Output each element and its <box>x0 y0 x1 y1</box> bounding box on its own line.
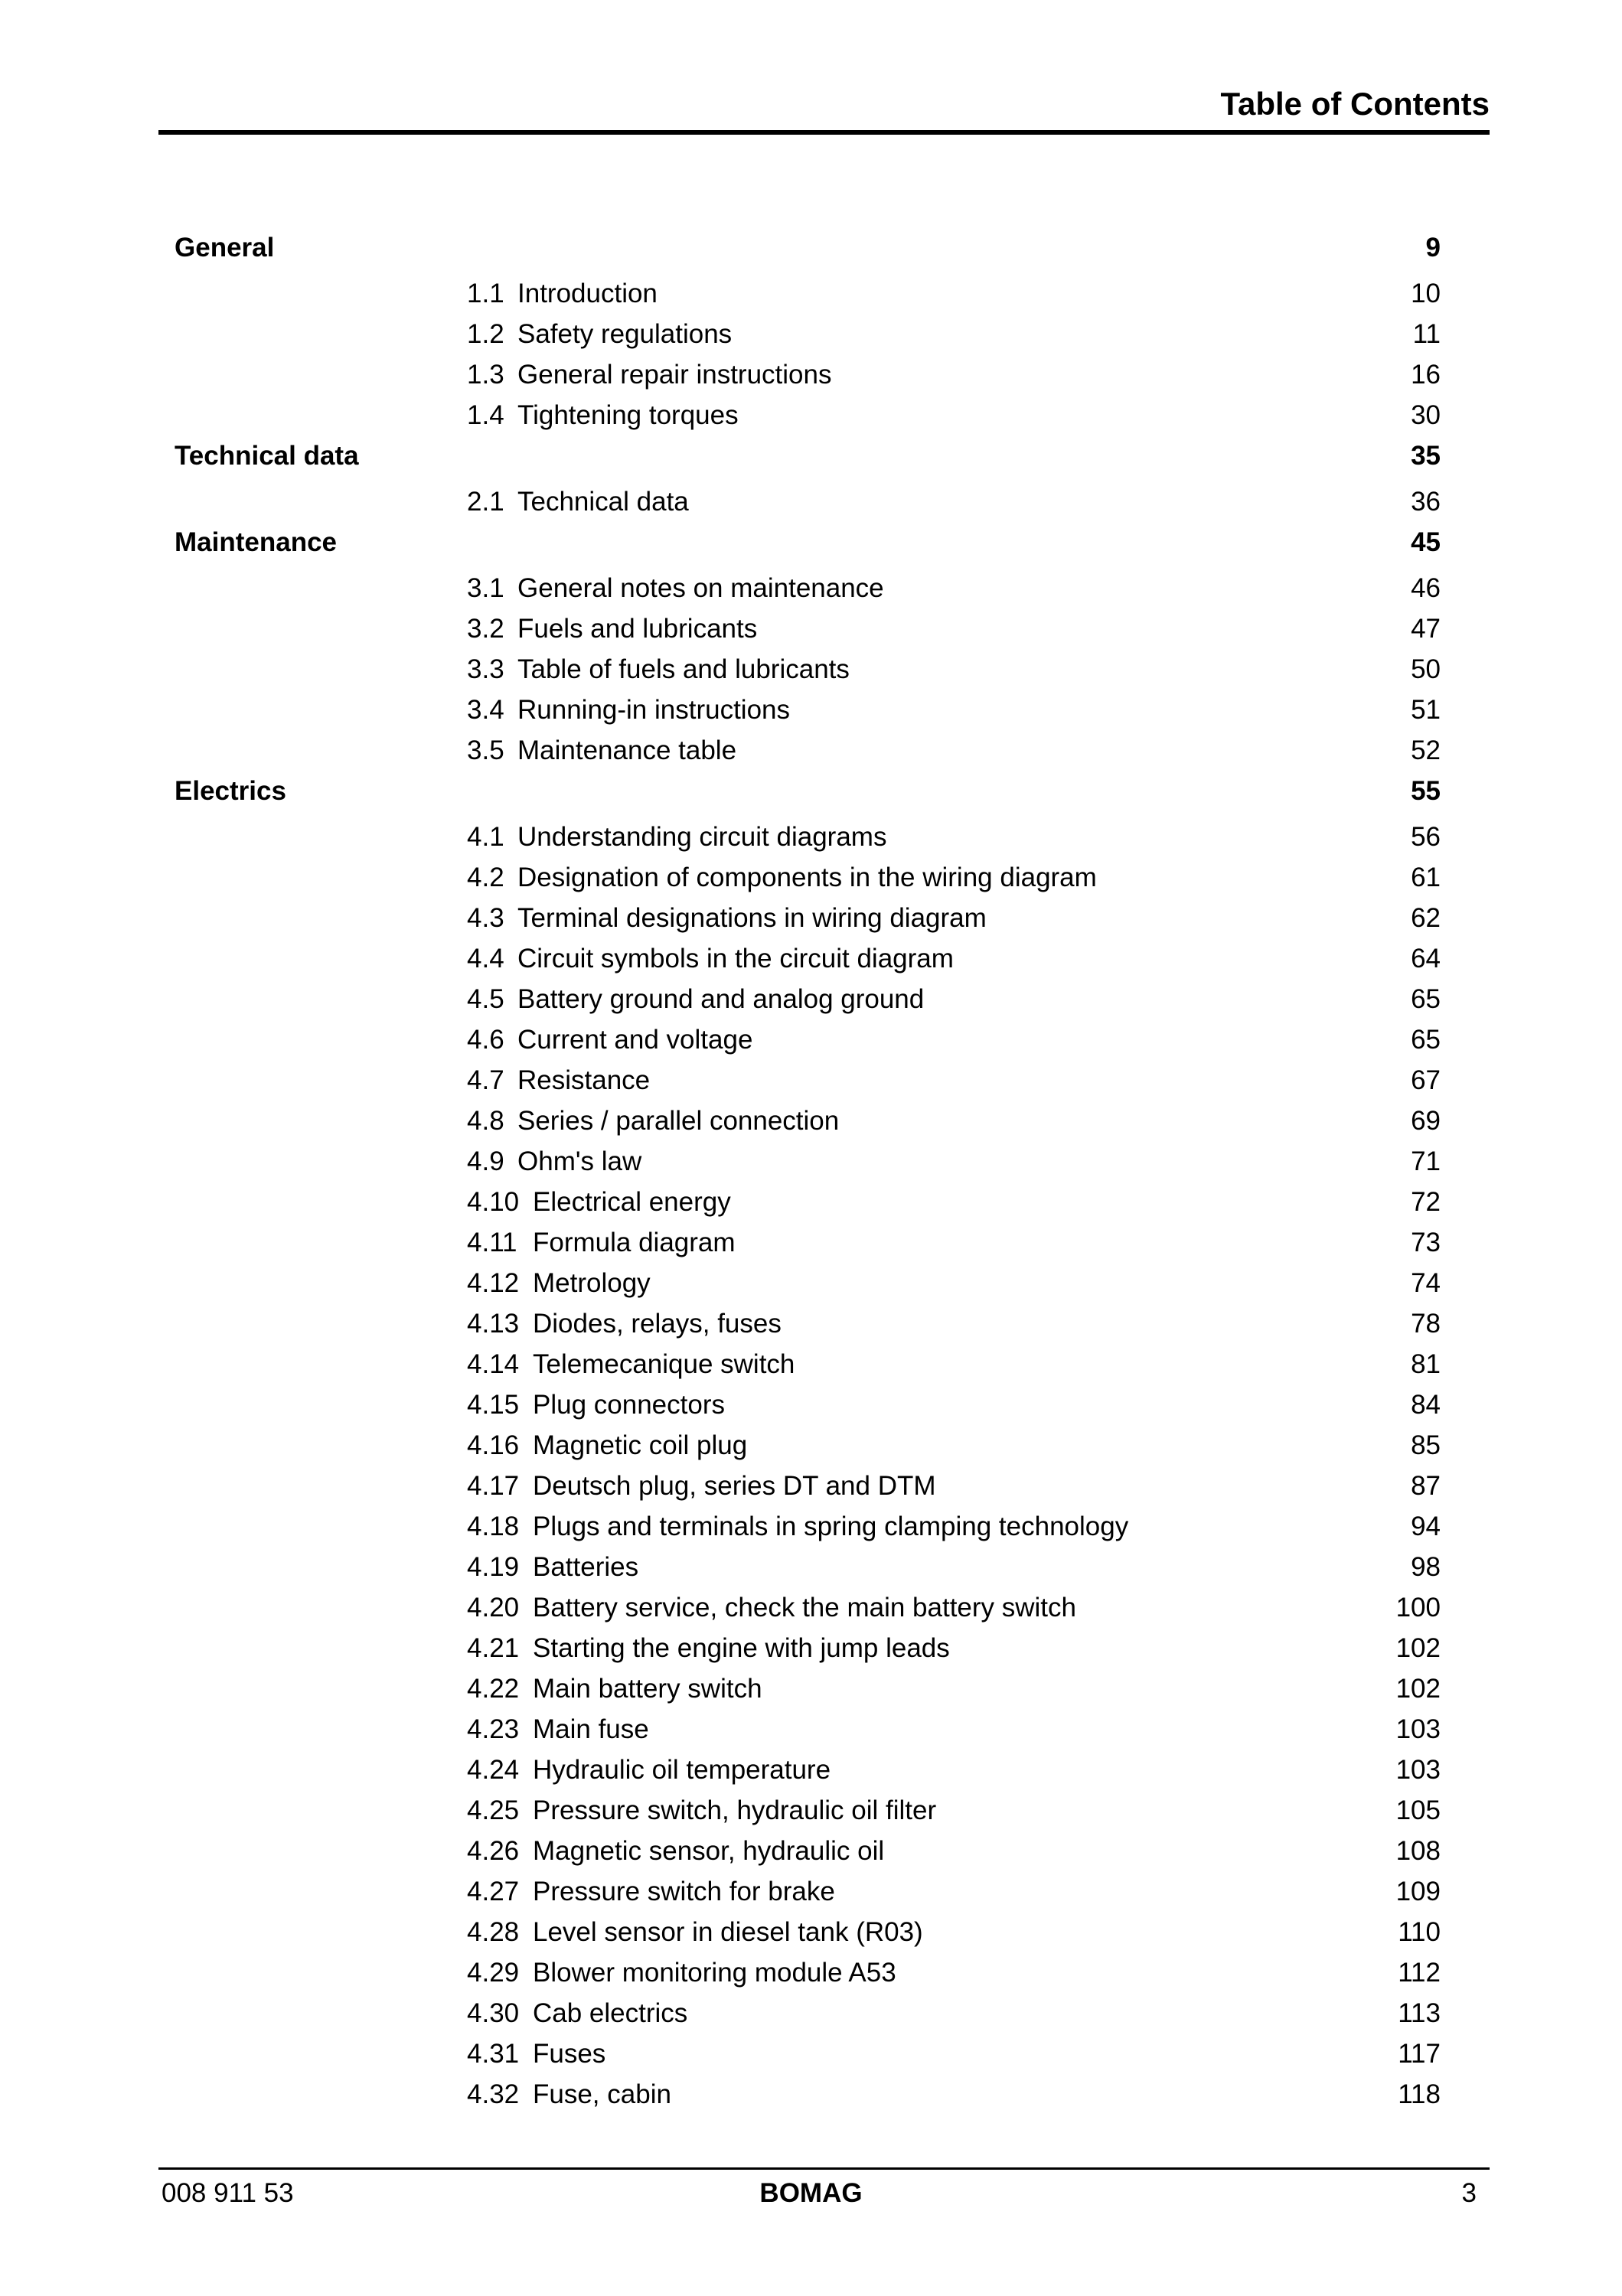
toc-entry[interactable] <box>0 1709 1622 1750</box>
toc-entry[interactable] <box>0 608 1622 649</box>
entry-number: 1.3 <box>467 360 504 390</box>
toc-entry[interactable] <box>0 1222 1622 1263</box>
entry-number: 4.12 <box>467 1268 520 1298</box>
entry-number: 4.11 <box>467 1228 517 1257</box>
toc-entry[interactable] <box>0 1384 1622 1425</box>
entry-page: 67 <box>1411 1065 1441 1095</box>
entry-page: 110 <box>1398 1917 1441 1947</box>
entry-title: Plugs and terminals in spring clamping technology <box>533 1512 1129 1541</box>
entry-page: 78 <box>1411 1309 1441 1339</box>
entry-page: 47 <box>1411 614 1441 644</box>
entry-page: 69 <box>1411 1106 1441 1136</box>
entry-title: Fuels and lubricants <box>517 614 758 644</box>
entry-number: 4.24 <box>467 1755 520 1785</box>
entry-number: 4.3 <box>467 903 504 933</box>
toc-entry[interactable] <box>0 1790 1622 1831</box>
toc-entry[interactable] <box>0 1993 1622 2033</box>
entry-number: 4.6 <box>467 1025 504 1055</box>
toc-entry[interactable] <box>0 649 1622 690</box>
entry-number: 4.25 <box>467 1795 520 1825</box>
entry-number: 1.4 <box>467 400 504 430</box>
toc-entry[interactable] <box>0 1912 1622 1952</box>
entry-number: 4.28 <box>467 1917 520 1947</box>
toc-entry[interactable] <box>0 1831 1622 1871</box>
toc-entry[interactable] <box>0 1750 1622 1790</box>
entry-page: 118 <box>1398 2079 1441 2109</box>
entry-page: 103 <box>1395 1714 1441 1744</box>
entry-title: Table of fuels and lubricants <box>517 654 850 684</box>
entry-page: 46 <box>1411 573 1441 603</box>
entry-title: Introduction <box>517 279 658 308</box>
entry-number: 3.3 <box>467 654 504 684</box>
entry-page: 30 <box>1411 400 1441 430</box>
entry-page: 94 <box>1411 1512 1441 1541</box>
entry-title: Diodes, relays, fuses <box>533 1309 782 1339</box>
toc-entry[interactable] <box>0 1303 1622 1344</box>
entry-number: 4.18 <box>467 1512 520 1541</box>
toc-entry[interactable] <box>0 817 1622 857</box>
entry-number: 4.17 <box>467 1471 520 1501</box>
entry-title: Electrical energy <box>533 1187 731 1217</box>
entry-number: 4.4 <box>467 944 504 974</box>
entry-page: 11 <box>1412 319 1441 349</box>
toc-entry[interactable] <box>0 730 1622 771</box>
entry-page: 109 <box>1395 1877 1441 1906</box>
entry-title: Resistance <box>517 1065 651 1095</box>
toc-entry[interactable] <box>0 1344 1622 1384</box>
entry-page: 102 <box>1395 1633 1441 1663</box>
toc-entry[interactable] <box>0 1952 1622 1993</box>
entry-number: 4.1 <box>467 822 504 852</box>
entry-page: 113 <box>1398 1998 1441 2028</box>
entry-page: 72 <box>1411 1187 1441 1217</box>
entry-number: 3.4 <box>467 695 504 725</box>
toc-entry[interactable] <box>0 1547 1622 1587</box>
toc-entry[interactable] <box>0 2033 1622 2074</box>
brand-name: BOMAG <box>759 2178 863 2208</box>
entry-title: Designation of components in the wiring diagram <box>517 863 1097 892</box>
entry-page: 65 <box>1411 984 1441 1014</box>
entry-number: 4.13 <box>467 1309 520 1339</box>
toc-entry[interactable] <box>0 1182 1622 1222</box>
toc-entry[interactable] <box>0 1141 1622 1182</box>
entry-number: 4.10 <box>467 1187 520 1217</box>
entry-title: Series / parallel connection <box>517 1106 840 1136</box>
entry-title: Hydraulic oil temperature <box>533 1755 831 1785</box>
toc-entry[interactable] <box>0 857 1622 898</box>
entry-number: 4.20 <box>467 1593 520 1623</box>
toc-entry[interactable] <box>0 1668 1622 1709</box>
entry-number: 4.29 <box>467 1958 520 1988</box>
toc-entry[interactable] <box>0 898 1622 938</box>
entry-number: 4.7 <box>467 1065 504 1095</box>
entry-page: 103 <box>1395 1755 1441 1785</box>
toc-entry[interactable] <box>0 1628 1622 1668</box>
entry-page: 51 <box>1411 695 1441 725</box>
toc-entry[interactable] <box>0 938 1622 979</box>
entry-title: Deutsch plug, series DT and DTM <box>533 1471 936 1501</box>
entry-number: 4.19 <box>467 1552 520 1582</box>
chapter-page: 9 <box>1425 233 1441 263</box>
entry-page: 87 <box>1411 1471 1441 1501</box>
entry-title: Magnetic coil plug <box>533 1430 748 1460</box>
entry-page: 64 <box>1411 944 1441 974</box>
entry-number: 3.5 <box>467 735 504 765</box>
toc-chapter[interactable] <box>0 771 1622 811</box>
entry-title: Telemecanique switch <box>533 1349 795 1379</box>
toc-entry[interactable] <box>0 690 1622 730</box>
entry-title: Blower monitoring module A53 <box>533 1958 896 1988</box>
entry-page: 61 <box>1411 863 1441 892</box>
entry-page: 112 <box>1398 1958 1441 1988</box>
toc-chapter[interactable] <box>0 227 1622 268</box>
entry-number: 4.2 <box>467 863 504 892</box>
entry-title: Current and voltage <box>517 1025 753 1055</box>
entry-title: Maintenance table <box>517 735 737 765</box>
entry-number: 4.22 <box>467 1674 520 1704</box>
entry-title: Magnetic sensor, hydraulic oil <box>533 1836 885 1866</box>
entry-page: 65 <box>1411 1025 1441 1055</box>
entry-number: 4.8 <box>467 1106 504 1136</box>
entry-title: Battery service, check the main battery switch <box>533 1593 1076 1623</box>
entry-title: Circuit symbols in the circuit diagram <box>517 944 954 974</box>
toc-entry[interactable] <box>0 1101 1622 1141</box>
entry-title: Terminal designations in wiring diagram <box>517 903 987 933</box>
entry-title: Running-in instructions <box>517 695 791 725</box>
entry-page: 73 <box>1411 1228 1441 1257</box>
chapter-page: 45 <box>1411 527 1441 557</box>
entry-page: 85 <box>1411 1430 1441 1460</box>
entry-number: 4.14 <box>467 1349 520 1379</box>
toc-entry[interactable] <box>0 395 1622 435</box>
toc-entry[interactable] <box>0 273 1622 314</box>
entry-title: Pressure switch for brake <box>533 1877 835 1906</box>
entry-page: 52 <box>1411 735 1441 765</box>
page-number: 3 <box>1461 2178 1477 2208</box>
toc-entry[interactable] <box>0 1506 1622 1547</box>
entry-title: Starting the engine with jump leads <box>533 1633 950 1663</box>
entry-title: Cab electrics <box>533 1998 688 2028</box>
chapter-title: Electrics <box>175 776 286 806</box>
toc-entry[interactable] <box>0 1466 1622 1506</box>
toc-entry[interactable] <box>0 314 1622 354</box>
entry-number: 3.2 <box>467 614 504 644</box>
toc-entry[interactable] <box>0 979 1622 1019</box>
entry-number: 4.32 <box>467 2079 520 2109</box>
toc-entry[interactable] <box>0 1060 1622 1101</box>
chapter-title: Maintenance <box>175 527 337 557</box>
toc-entry[interactable] <box>0 1019 1622 1060</box>
entry-title: Batteries <box>533 1552 639 1582</box>
entry-title: Fuses <box>533 2039 606 2069</box>
toc-entry[interactable] <box>0 354 1622 395</box>
toc-entry[interactable] <box>0 481 1622 522</box>
entry-title: Formula diagram <box>533 1228 736 1257</box>
entry-title: Ohm's law <box>517 1146 642 1176</box>
entry-page: 98 <box>1411 1552 1441 1582</box>
entry-title: Main fuse <box>533 1714 649 1744</box>
entry-page: 56 <box>1411 822 1441 852</box>
page-title: Table of Contents <box>1220 86 1490 122</box>
entry-number: 3.1 <box>467 573 504 603</box>
entry-title: Battery ground and analog ground <box>517 984 925 1014</box>
entry-page: 117 <box>1398 2039 1441 2069</box>
entry-number: 4.26 <box>467 1836 520 1866</box>
entry-number: 4.30 <box>467 1998 520 2028</box>
entry-number: 4.9 <box>467 1146 504 1176</box>
entry-number: 4.31 <box>467 2039 520 2069</box>
entry-number: 4.5 <box>467 984 504 1014</box>
entry-number: 4.21 <box>467 1633 520 1663</box>
toc-entry[interactable] <box>0 1587 1622 1628</box>
chapter-title: Technical data <box>175 441 359 471</box>
entry-title: General notes on maintenance <box>517 573 884 603</box>
entry-title: Pressure switch, hydraulic oil filter <box>533 1795 937 1825</box>
entry-number: 4.27 <box>467 1877 520 1906</box>
entry-page: 50 <box>1411 654 1441 684</box>
entry-title: Metrology <box>533 1268 651 1298</box>
entry-page: 62 <box>1411 903 1441 933</box>
entry-page: 16 <box>1411 360 1441 390</box>
document-number: 008 911 53 <box>162 2178 294 2208</box>
entry-page: 36 <box>1411 487 1441 517</box>
entry-title: Plug connectors <box>533 1390 725 1420</box>
entry-page: 74 <box>1411 1268 1441 1298</box>
entry-page: 10 <box>1411 279 1441 308</box>
entry-title: Tightening torques <box>517 400 739 430</box>
entry-page: 81 <box>1411 1349 1441 1379</box>
footer-divider <box>158 2167 1490 2170</box>
entry-title: General repair instructions <box>517 360 832 390</box>
entry-number: 4.23 <box>467 1714 520 1744</box>
toc-entry[interactable] <box>0 1871 1622 1912</box>
chapter-page: 55 <box>1411 776 1441 806</box>
entry-title: Safety regulations <box>517 319 733 349</box>
toc-chapter[interactable] <box>0 522 1622 563</box>
entry-page: 84 <box>1411 1390 1441 1420</box>
entry-page: 100 <box>1395 1593 1441 1623</box>
toc-entry[interactable] <box>0 2074 1622 2115</box>
toc-entry[interactable] <box>0 1263 1622 1303</box>
chapter-title: General <box>175 233 275 263</box>
toc-entry[interactable] <box>0 568 1622 608</box>
entry-title: Technical data <box>517 487 689 517</box>
entry-number: 4.16 <box>467 1430 520 1460</box>
entry-title: Understanding circuit diagrams <box>517 822 887 852</box>
entry-number: 1.1 <box>467 279 504 308</box>
entry-number: 1.2 <box>467 319 504 349</box>
toc-chapter[interactable] <box>0 435 1622 476</box>
entry-title: Main battery switch <box>533 1674 762 1704</box>
entry-title: Fuse, cabin <box>533 2079 671 2109</box>
entry-page: 102 <box>1395 1674 1441 1704</box>
entry-page: 105 <box>1395 1795 1441 1825</box>
entry-number: 2.1 <box>467 487 504 517</box>
entry-page: 108 <box>1395 1836 1441 1866</box>
entry-number: 4.15 <box>467 1390 520 1420</box>
entry-page: 71 <box>1411 1146 1441 1176</box>
toc-entry[interactable] <box>0 1425 1622 1466</box>
chapter-page: 35 <box>1411 441 1441 471</box>
entry-title: Level sensor in diesel tank (R03) <box>533 1917 923 1947</box>
